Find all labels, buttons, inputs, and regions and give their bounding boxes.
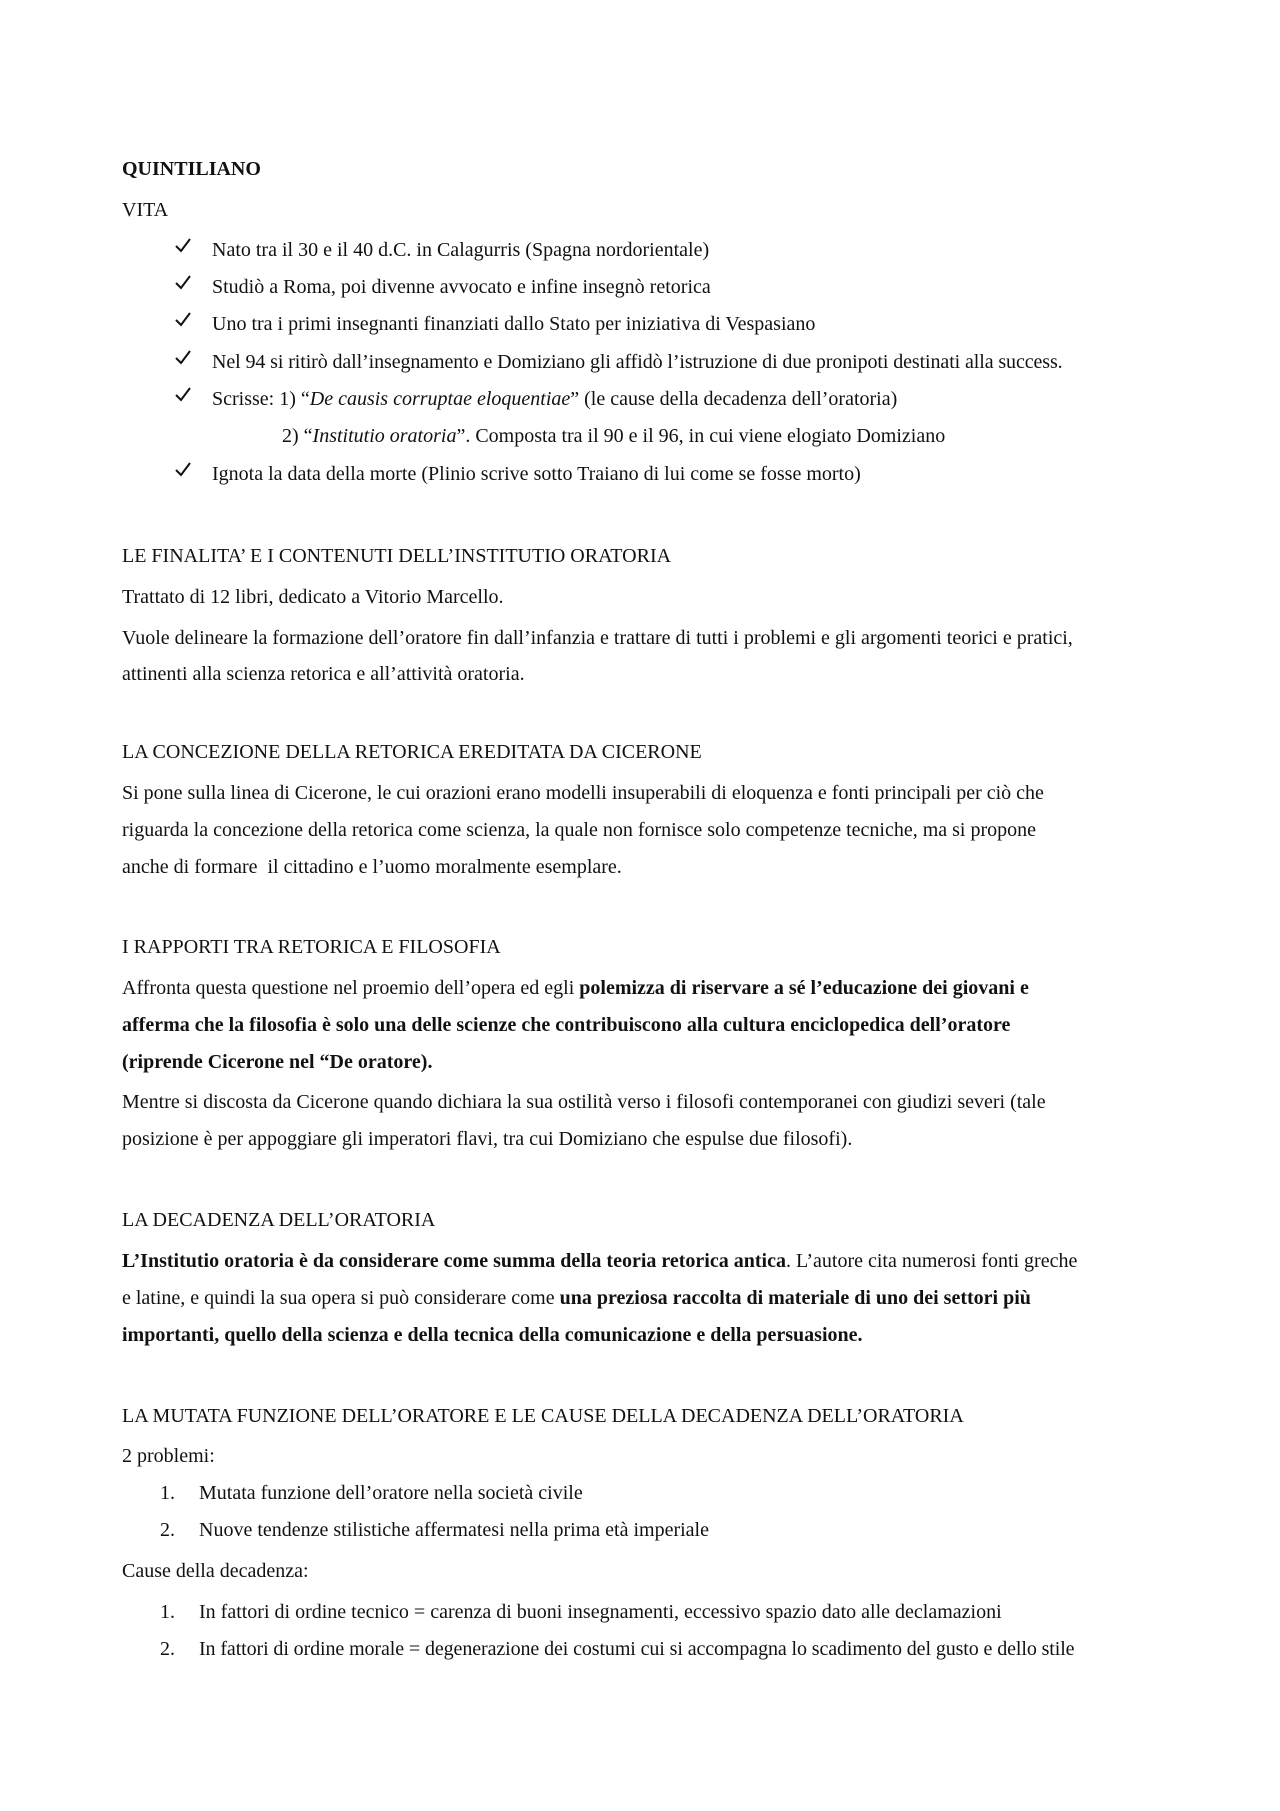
vita-item: Nel 94 si ritirò dall’insegnamento e Domiziano gli affidò l’istruzione di due pronipoti destinati alla success. [212,351,1063,373]
vita-item: Ignota la data della morte (Plinio scrive sotto Traiano di lui come se fosse morto) [212,463,861,485]
paragraph-line: e latine, e quindi la sua opera si può considerare come una preziosa raccolta di materiale di uno dei settori più [122,1287,1031,1309]
checkmark-icon [174,348,196,372]
paragraph-line: Affronta questa questione nel proemio dell’opera ed egli polemizza di riservare a sé l’educazione dei giovani e [122,977,1029,999]
list-number: 2. [160,1519,175,1541]
vita-item-works: Scrisse: 1) “De causis corruptae eloquentiae” (le cause della decadenza dell’oratoria) [212,388,898,410]
checkmark-icon [174,273,196,297]
list-item: In fattori di ordine tecnico = carenza di buoni insegnamenti, eccessivo spazio dato alle declamazioni [199,1601,1002,1623]
checkmark-icon [174,310,196,334]
problemi-label: 2 problemi: [122,1445,215,1467]
list-number: 1. [160,1482,175,1504]
document-title: QUINTILIANO [122,158,261,180]
section-heading-finalita: LE FINALITA’ E I CONTENUTI DELL’INSTITUTIO ORATORIA [122,545,672,567]
section-heading-decadenza: LA DECADENZA DELL’ORATORIA [122,1209,436,1231]
checkmark-icon [174,385,196,409]
paragraph-line: L’Institutio oratoria è da considerare come summa della teoria retorica antica. L’autore cita numerosi fonti greche [122,1250,1078,1272]
paragraph-line: Trattato di 12 libri, dedicato a Vitorio Marcello. [122,586,504,608]
section-heading-rapporti: I RAPPORTI TRA RETORICA E FILOSOFIA [122,936,501,958]
paragraph-line: posizione è per appoggiare gli imperatori flavi, tra cui Domiziano che espulse due filosofi). [122,1128,853,1150]
section-heading-concezione: LA CONCEZIONE DELLA RETORICA EREDITATA DA CICERONE [122,741,702,763]
vita-item: Nato tra il 30 e il 40 d.C. in Calagurris (Spagna nordorientale) [212,239,710,261]
list-number: 1. [160,1601,175,1623]
paragraph-line: riguarda la concezione della retorica come scienza, la quale non fornisce solo competenze tecniche, ma si propone [122,819,1037,841]
checkmark-icon [174,460,196,484]
section-heading-vita: VITA [122,199,169,221]
list-number: 2. [160,1638,175,1660]
paragraph-line-bold: afferma che la filosofia è solo una delle scienze che contribuiscono alla cultura enciclopedica dell’oratore [122,1014,1011,1036]
paragraph-line-bold: importanti, quello della scienza e della tecnica della comunicazione e della persuasione. [122,1324,863,1346]
vita-item: Studiò a Roma, poi divenne avvocato e infine insegnò retorica [212,276,711,298]
cause-label: Cause della decadenza: [122,1560,309,1582]
list-item: Mutata funzione dell’oratore nella società civile [199,1482,583,1504]
checkmark-icon [174,236,196,260]
paragraph-line: Si pone sulla linea di Cicerone, le cui orazioni erano modelli insuperabili di eloquenza e fonti principali per ciò che [122,782,1044,804]
paragraph-line: Vuole delineare la formazione dell’oratore fin dall’infanzia e trattare di tutti i problemi e gli argomenti teorici e pratici, [122,627,1073,649]
vita-item-works-second: 2) “Institutio oratoria”. Composta tra il 90 e il 96, in cui viene elogiato Domiziano [282,425,946,447]
paragraph-line: attinenti alla scienza retorica e all’attività oratoria. [122,663,525,685]
list-item: In fattori di ordine morale = degenerazione dei costumi cui si accompagna lo scadimento del gusto e dello stile [199,1638,1075,1660]
paragraph-line: Mentre si discosta da Cicerone quando dichiara la sua ostilità verso i filosofi contemporanei con giudizi severi (tale [122,1091,1046,1113]
paragraph-line: anche di formare il cittadino e l’uomo moralmente esemplare. [122,856,622,878]
list-item: Nuove tendenze stilistiche affermatesi nella prima età imperiale [199,1519,709,1541]
paragraph-line-bold: (riprende Cicerone nel “De oratore). [122,1051,433,1073]
vita-item: Uno tra i primi insegnanti finanziati dallo Stato per iniziativa di Vespasiano [212,313,816,335]
section-heading-mutata: LA MUTATA FUNZIONE DELL’ORATORE E LE CAUSE DELLA DECADENZA DELL’ORATORIA [122,1405,964,1427]
